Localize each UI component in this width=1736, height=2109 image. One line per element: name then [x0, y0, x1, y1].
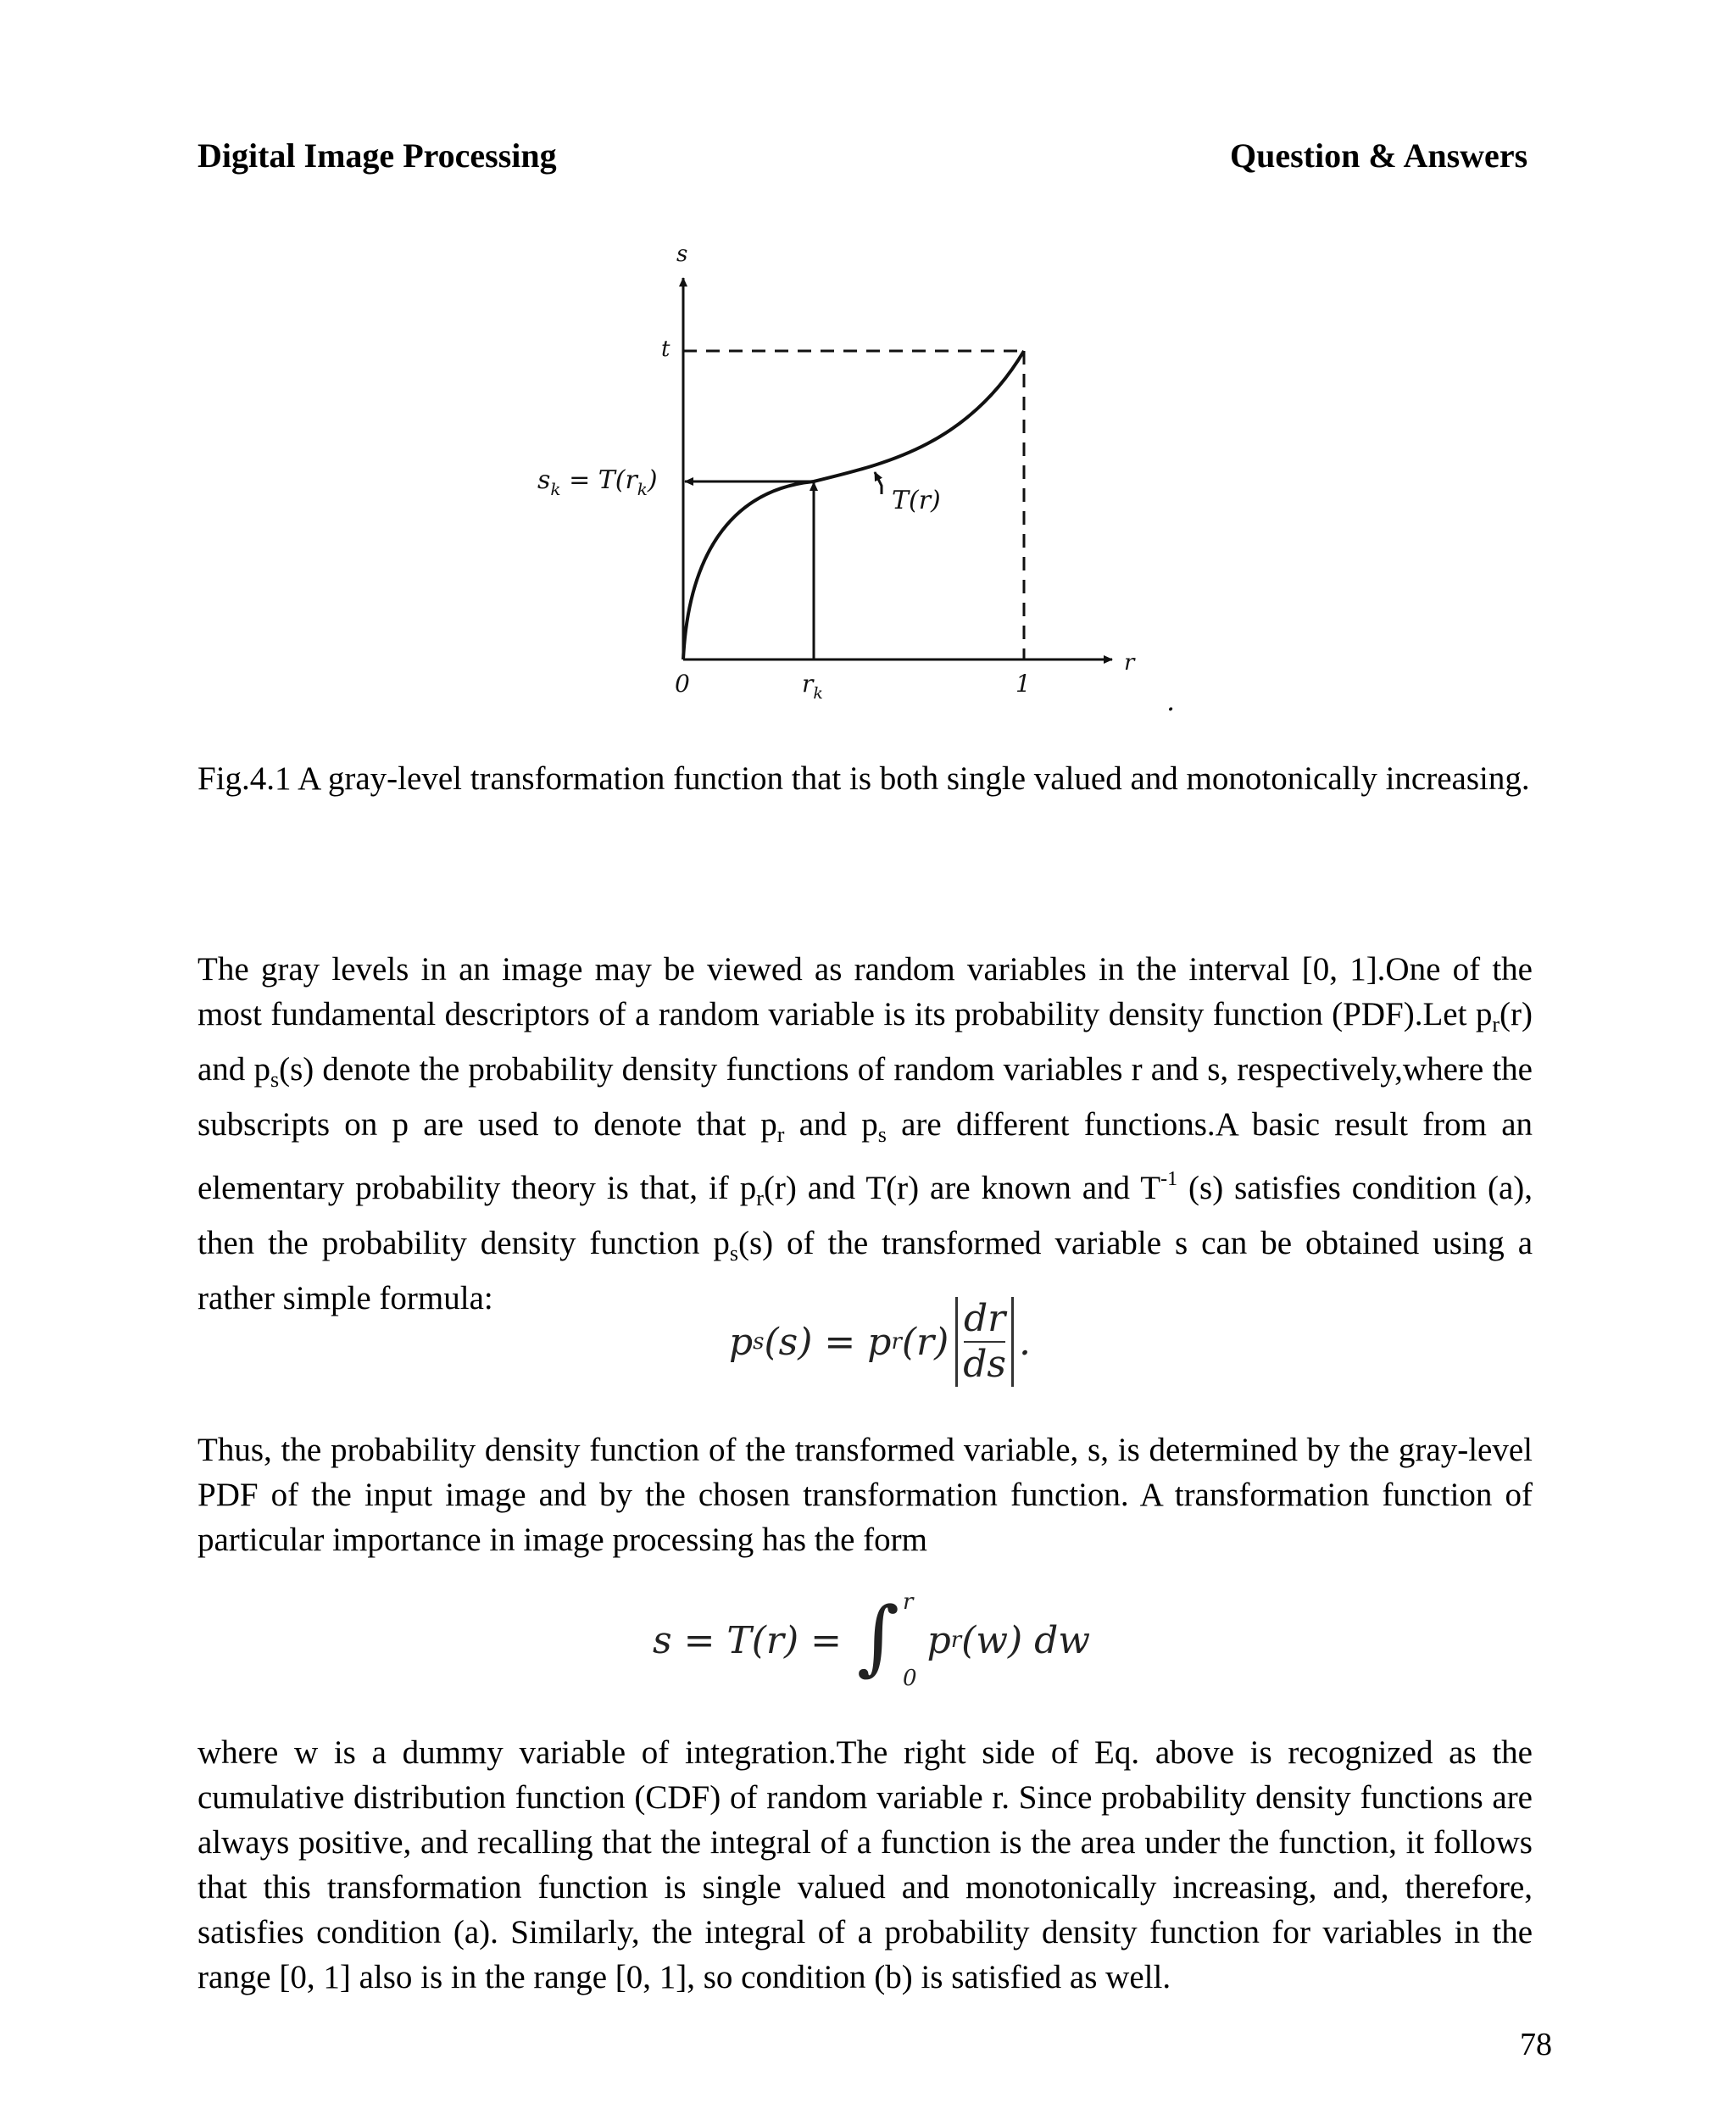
paragraph-1: The gray levels in an image may be viewed as random variables in the interval [0, 1].One of the most fundamental descriptors of a random variable is its probability density function (PDF).Let $p_r(r)$ and $p_s(s)$ denote the probability density functions of random variables r and s, respectively,where the subscripts on p are used to denote that $p_r$ and $p_s$ are different functions.A basic result from an elementary probability theory is that, if $p_r(r)$ and T(r) are known and $T^{-1}$ (s) satisfies condition (a), then the probability density function $p_s(s)$ of the transformed variable s can be obtained using a rather simple formula:	[198, 951, 1533, 1316]
origin-label: 0	[675, 670, 690, 698]
equation-pdf-transform: p s (s) = p r (r) dr ds .	[729, 1297, 1031, 1386]
paragraph-2: Thus, the probability density function of the transformed variable, s, is determined by the gray-level PDF of the input image and by the chosen transformation function. A transformation function of particular importance in image processing has the form	[198, 1432, 1533, 1558]
curve-pointer	[875, 472, 882, 494]
t-label: t	[661, 337, 670, 362]
curve-label: T(r)	[892, 486, 941, 515]
rk-label: $r_k$	[802, 670, 823, 703]
transformation-figure	[509, 236, 1187, 727]
stray-dot: .	[1166, 685, 1176, 717]
transformation-curve	[683, 351, 1024, 659]
figure-caption: Fig.4.1 A gray-level transformation function that is both single valued and monotonically increasing.	[198, 760, 1530, 797]
derivative-abs: dr ds	[955, 1297, 1014, 1387]
sk-label: $s_k = T(r_k)$	[537, 465, 658, 499]
page-number: 78	[1520, 2027, 1552, 2062]
paragraph-3: where w is a dummy variable of integration.The right side of Eq. above is recognized as the cumulative distribution function (CDF) of random variable r. Since probability density functions are always positive, and recalling that the integral of a function is the area under the function, it follows that this transformation function is single valued and monotonically increasing, and, therefore, satisfies condition (a). Similarly, the integral of a probability density function for variables in the range [0, 1] also is in the range [0, 1], so condition (b) is satisfied as well.	[198, 1734, 1533, 1995]
one-label: 1	[1015, 670, 1031, 698]
integral-sign: ∫	[857, 1589, 900, 1684]
header-section: Question & Answers	[1230, 136, 1528, 175]
header-title: Digital Image Processing	[198, 136, 557, 175]
integral-limits: r 0	[903, 1589, 917, 1691]
y-axis-label: s	[676, 242, 688, 267]
equation-cdf: s = T(r) = ∫ r 0 p r (w) dw	[653, 1589, 1090, 1691]
x-axis-label: r	[1124, 650, 1135, 676]
